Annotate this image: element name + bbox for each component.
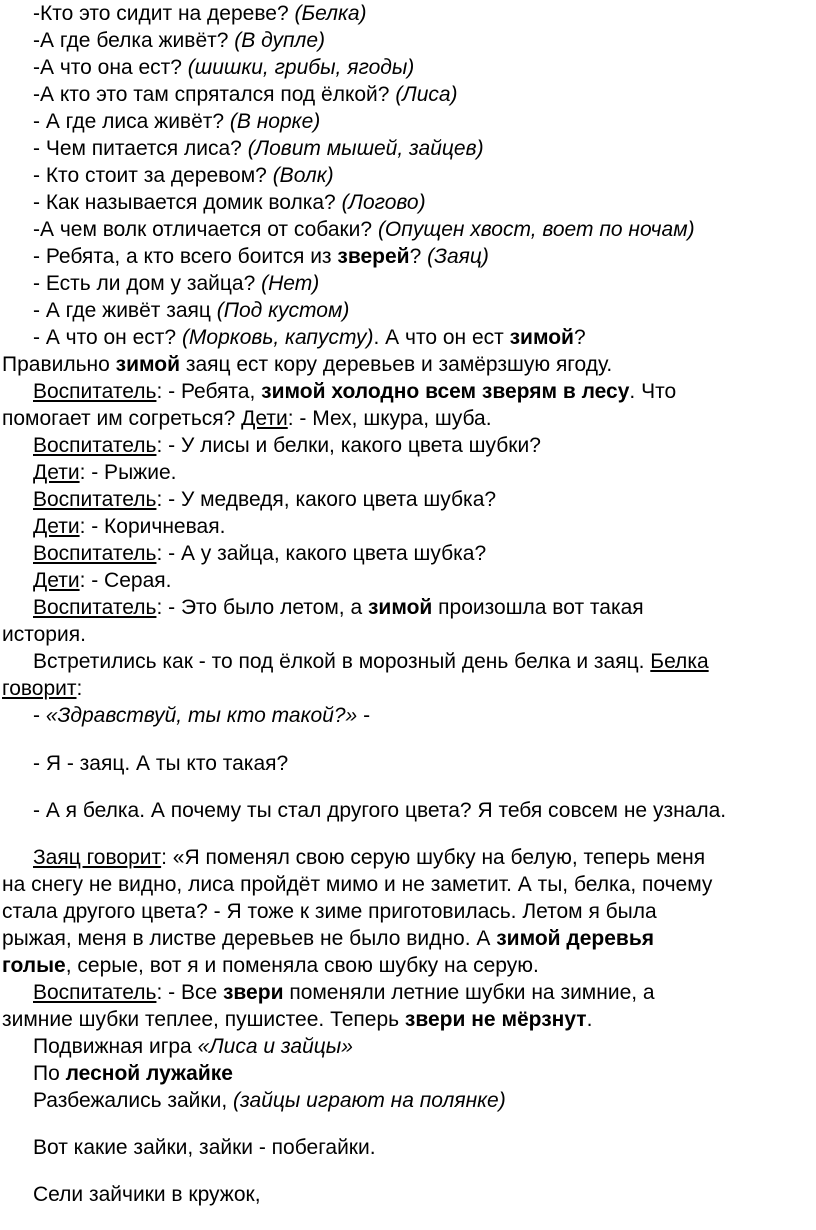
text-line xyxy=(2,675,82,702)
text-run: помогает им согреться? xyxy=(2,407,242,430)
text-line xyxy=(33,432,541,459)
text-run: на снегу не видно, лиса пройдёт мимо и не заметит. А ты, белка, почему xyxy=(2,873,713,896)
text-run: , серые, вот я и поменяла свою шубку на серую. xyxy=(65,954,539,977)
text-run: : - Коричневая. xyxy=(79,515,226,538)
text-run: -А чем волк отличается от собаки? xyxy=(33,218,378,241)
text-run: Сели зайчики в кружок, xyxy=(33,1183,261,1206)
text-run: поменяли летние шубки на зимние, а xyxy=(283,981,655,1004)
italic-text: «Здравствуй, ты кто такой?» xyxy=(45,704,358,727)
text-line xyxy=(33,648,709,675)
text-line xyxy=(33,243,489,270)
text-line xyxy=(33,189,426,216)
text-run: произошла вот такая xyxy=(432,596,644,619)
underlined-text: Дети xyxy=(33,461,80,484)
text-run: стала другого цвета? - Я тоже к зиме приготовилась. Летом я была xyxy=(2,900,657,923)
text-line xyxy=(33,27,325,54)
text-run: : - Мех, шкура, шуба. xyxy=(287,407,492,430)
text-line xyxy=(2,405,492,432)
text-line xyxy=(33,513,225,540)
italic-text: (Опущен хвост, воет по ночам) xyxy=(377,218,695,241)
italic-text: (Логово) xyxy=(341,191,426,214)
underlined-text: Дети xyxy=(33,569,80,592)
bold-text: зверей xyxy=(337,245,410,268)
text-run: - xyxy=(33,704,46,727)
text-line xyxy=(33,216,695,243)
text-run: -Кто это сидит на дереве? xyxy=(33,2,295,25)
text-line xyxy=(33,1087,506,1114)
text-run: - Кто стоит за деревом? xyxy=(33,164,273,187)
underlined-text: Воспитатель xyxy=(33,542,157,565)
text-line xyxy=(33,1134,376,1161)
underlined-text: Воспитатель xyxy=(33,380,157,403)
text-line xyxy=(2,898,657,925)
text-run: Встретились как - то под ёлкой в морозный день белка и заяц. xyxy=(33,650,651,673)
text-line xyxy=(33,702,370,729)
text-run: : - Это было летом, а xyxy=(156,596,368,619)
text-line xyxy=(33,1060,233,1087)
underlined-text: Воспитатель xyxy=(33,596,157,619)
text-line xyxy=(2,952,539,979)
underlined-text: Воспитатель xyxy=(33,981,157,1004)
text-run: : - Все xyxy=(156,981,223,1004)
underlined-text: Заяц говорит xyxy=(33,846,162,869)
text-run: - А где лиса живёт? xyxy=(33,110,230,133)
text-line xyxy=(33,1033,353,1060)
bold-text: зимой холодно всем зверям в лесу xyxy=(261,380,630,403)
underlined-text: говорит xyxy=(2,677,77,700)
bold-text: зимой деревья xyxy=(496,927,654,950)
text-run: - xyxy=(357,704,371,727)
text-run: - Как называется домик волка? xyxy=(33,191,342,214)
italic-text: (Лиса) xyxy=(395,83,458,106)
text-run: зимние шубки теплее, пушистее. Теперь xyxy=(2,1008,405,1031)
italic-text: (Волк) xyxy=(272,164,334,187)
italic-text: (Белка) xyxy=(294,2,367,25)
text-run: - А я белка. А почему ты стал другого цвета? Я тебя совсем не узнала. xyxy=(33,799,727,822)
text-line xyxy=(33,81,458,108)
text-line xyxy=(33,297,349,324)
italic-text: (Нет) xyxy=(261,272,320,295)
text-line xyxy=(33,0,367,27)
underlined-text: Воспитатель xyxy=(33,434,157,457)
text-line xyxy=(33,459,176,486)
italic-text: (Под кустом) xyxy=(216,299,350,322)
italic-text: (Морковь, капусту) xyxy=(181,326,374,349)
text-run: По xyxy=(33,1062,66,1085)
text-line xyxy=(33,135,484,162)
text-line xyxy=(2,925,654,952)
text-line xyxy=(33,979,655,1006)
text-run: : - Серая. xyxy=(79,569,172,592)
text-line xyxy=(33,750,288,777)
text-line xyxy=(33,324,586,351)
text-run: : - У лисы и белки, какого цвета шубки? xyxy=(156,434,541,457)
text-line xyxy=(2,1006,592,1033)
bold-text: звери xyxy=(222,981,284,1004)
text-run: : xyxy=(76,677,83,700)
text-run: Вот какие зайки, зайки - побегайки. xyxy=(33,1136,376,1159)
text-run: . А что он ест xyxy=(373,326,510,349)
underlined-text: Дети xyxy=(33,515,80,538)
text-line xyxy=(2,621,86,648)
text-run: - Ребята, а кто всего боится из xyxy=(33,245,338,268)
text-run: - Есть ли дом у зайца? xyxy=(33,272,262,295)
text-run: : «Я поменял свою серую шубку на белую, теперь меня xyxy=(161,846,706,869)
text-run: - Чем питается лиса? xyxy=(33,137,248,160)
text-run: - А где живёт заяц xyxy=(33,299,217,322)
text-line xyxy=(33,567,171,594)
bold-text: зимой xyxy=(367,596,433,619)
text-line xyxy=(33,540,486,567)
text-run: : - Рыжие. xyxy=(79,461,177,484)
text-run: : - А у зайца, какого цвета шубка? xyxy=(156,542,487,565)
text-run: -А кто это там спрятался под ёлкой? xyxy=(33,83,396,106)
text-run: - Я - заяц. А ты кто такая? xyxy=(33,752,289,775)
text-line xyxy=(33,378,676,405)
text-run: - А что он ест? xyxy=(33,326,182,349)
italic-text: (Заяц) xyxy=(427,245,489,268)
text-run: рыжая, меня в листве деревьев не было видно. А xyxy=(2,927,497,950)
text-run: : - У медведя, какого цвета шубка? xyxy=(156,488,497,511)
text-line xyxy=(2,351,612,378)
text-run: заяц ест кору деревьев и замёрзшую ягоду. xyxy=(180,353,613,376)
bold-text: зимой xyxy=(509,326,574,349)
text-run: Подвижная игра xyxy=(33,1035,198,1058)
bold-text: лесной лужайке xyxy=(65,1062,233,1085)
text-run: ? xyxy=(573,326,586,349)
text-run: . xyxy=(586,1008,593,1031)
text-line xyxy=(33,108,320,135)
text-run: : - Ребята, xyxy=(156,380,262,403)
text-run: ? xyxy=(409,245,428,268)
text-line xyxy=(33,1181,261,1208)
text-line xyxy=(33,797,726,824)
text-line xyxy=(33,486,496,513)
text-run: история. xyxy=(2,623,86,646)
italic-text: (В дупле) xyxy=(234,29,326,52)
underlined-text: Белка xyxy=(650,650,709,673)
italic-text: (В норке) xyxy=(229,110,321,133)
italic-text: (шишки, грибы, ягоды) xyxy=(187,56,415,79)
text-line xyxy=(2,871,712,898)
text-line xyxy=(33,270,319,297)
text-line xyxy=(33,844,705,871)
italic-text: (Ловит мышей, зайцев) xyxy=(247,137,484,160)
underlined-text: Воспитатель xyxy=(33,488,157,511)
bold-text: звери не мёрзнут xyxy=(404,1008,587,1031)
underlined-text: Дети xyxy=(241,407,288,430)
italic-text: «Лиса и зайцы» xyxy=(197,1035,353,1058)
bold-text: зимой xyxy=(115,353,180,376)
text-line xyxy=(33,162,334,189)
text-line xyxy=(33,594,644,621)
text-run: Правильно xyxy=(2,353,116,376)
text-line xyxy=(33,54,414,81)
italic-text: (зайцы играют на полянке) xyxy=(233,1089,506,1112)
text-run: . Что xyxy=(629,380,677,403)
text-run: -А где белка живёт? xyxy=(33,29,235,52)
bold-text: голые xyxy=(2,954,66,977)
text-run: -А что она ест? xyxy=(33,56,188,79)
text-run: Разбежались зайки, xyxy=(33,1089,233,1112)
